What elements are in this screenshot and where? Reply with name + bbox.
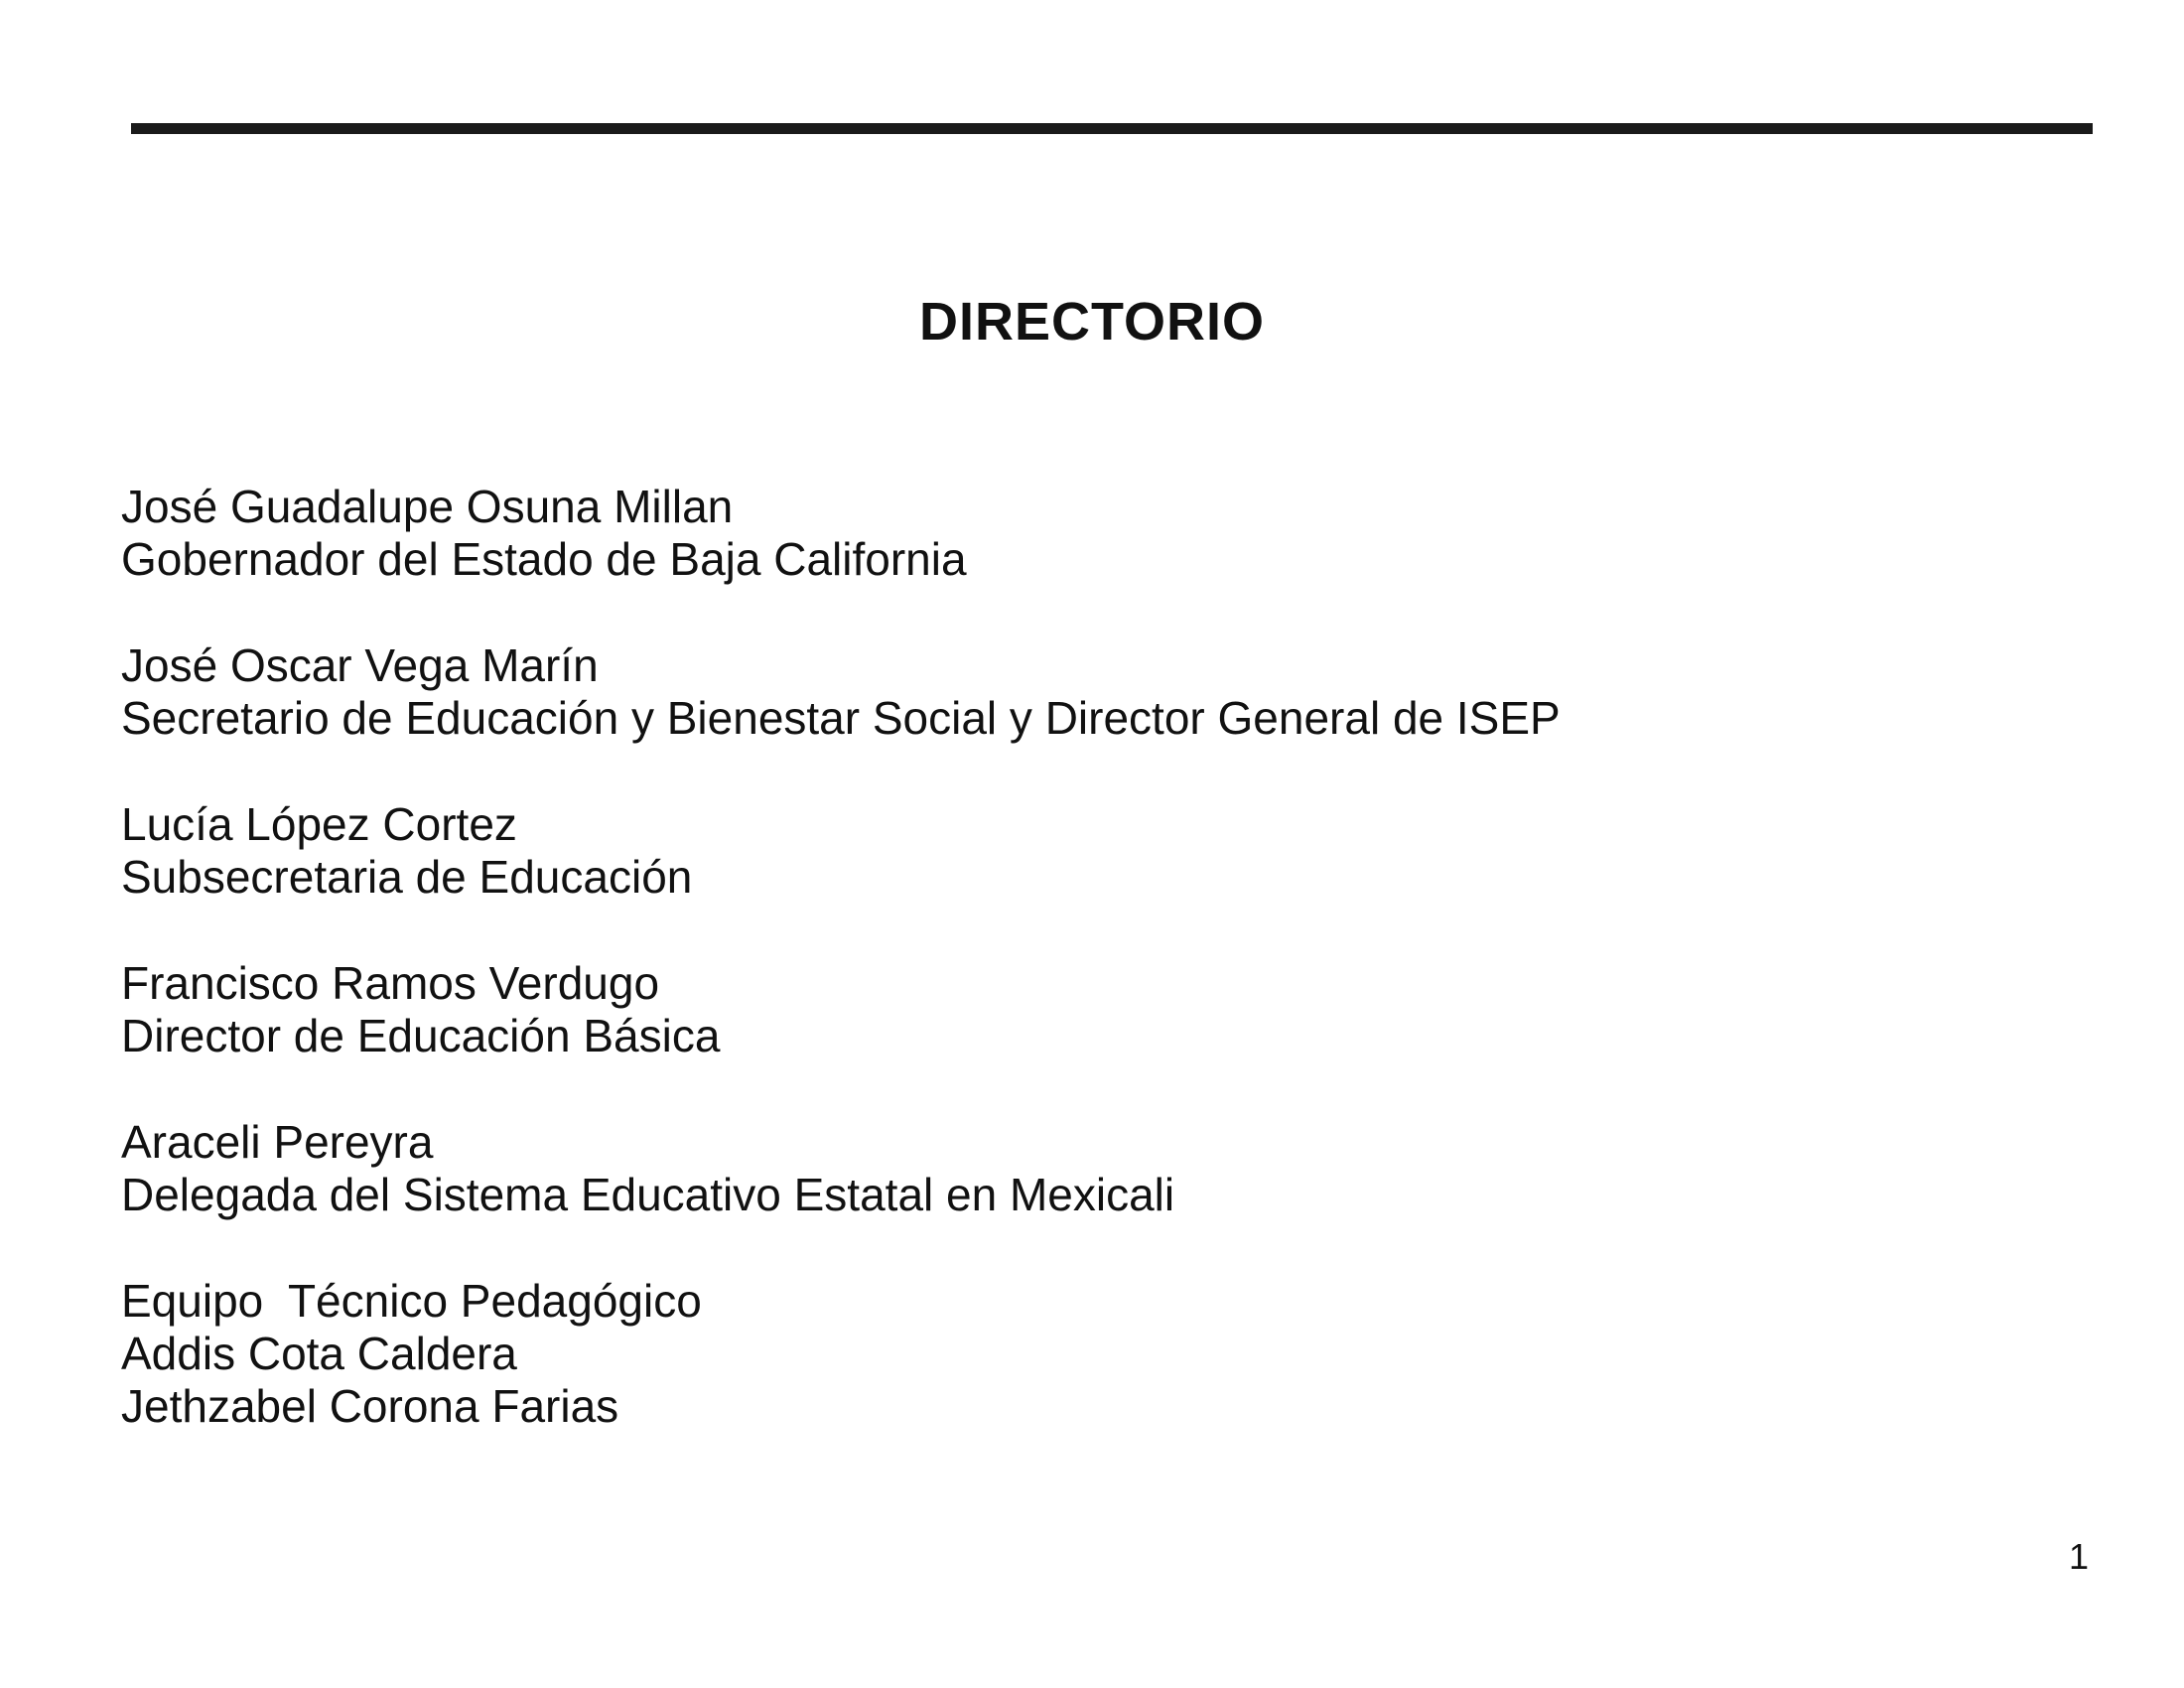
page-title: DIRECTORIO <box>918 292 1266 352</box>
team-heading: Equipo Técnico Pedagógico <box>121 1275 702 1327</box>
person-role: Director de Educación Básica <box>121 1010 721 1061</box>
directory-entry <box>121 798 2007 904</box>
page-number: 1 <box>2068 1536 2089 1577</box>
top-rule <box>131 123 2093 134</box>
team-member: Jethzabel Corona Farias <box>121 1380 619 1432</box>
directory-list <box>121 481 2007 1486</box>
person-role: Subsecretaria de Educación <box>121 851 693 903</box>
team-entry <box>121 1275 2007 1433</box>
team-member: Addis Cota Caldera <box>121 1328 517 1379</box>
directory-entry <box>121 1116 2007 1221</box>
directory-entry <box>121 481 2007 586</box>
person-name: Lucía López Cortez <box>121 798 517 850</box>
directory-entry <box>121 639 2007 745</box>
person-role: Delegada del Sistema Educativo Estatal en Mexicali <box>121 1169 1175 1220</box>
person-role: Gobernador del Estado de Baja California <box>121 533 967 585</box>
person-name: José Oscar Vega Marín <box>121 639 599 691</box>
directory-entry <box>121 957 2007 1062</box>
person-name: Araceli Pereyra <box>121 1116 434 1168</box>
person-name: Francisco Ramos Verdugo <box>121 957 660 1009</box>
person-role: Secretario de Educación y Bienestar Social y Director General de ISEP <box>121 692 1561 744</box>
person-name: José Guadalupe Osuna Millan <box>121 481 734 532</box>
